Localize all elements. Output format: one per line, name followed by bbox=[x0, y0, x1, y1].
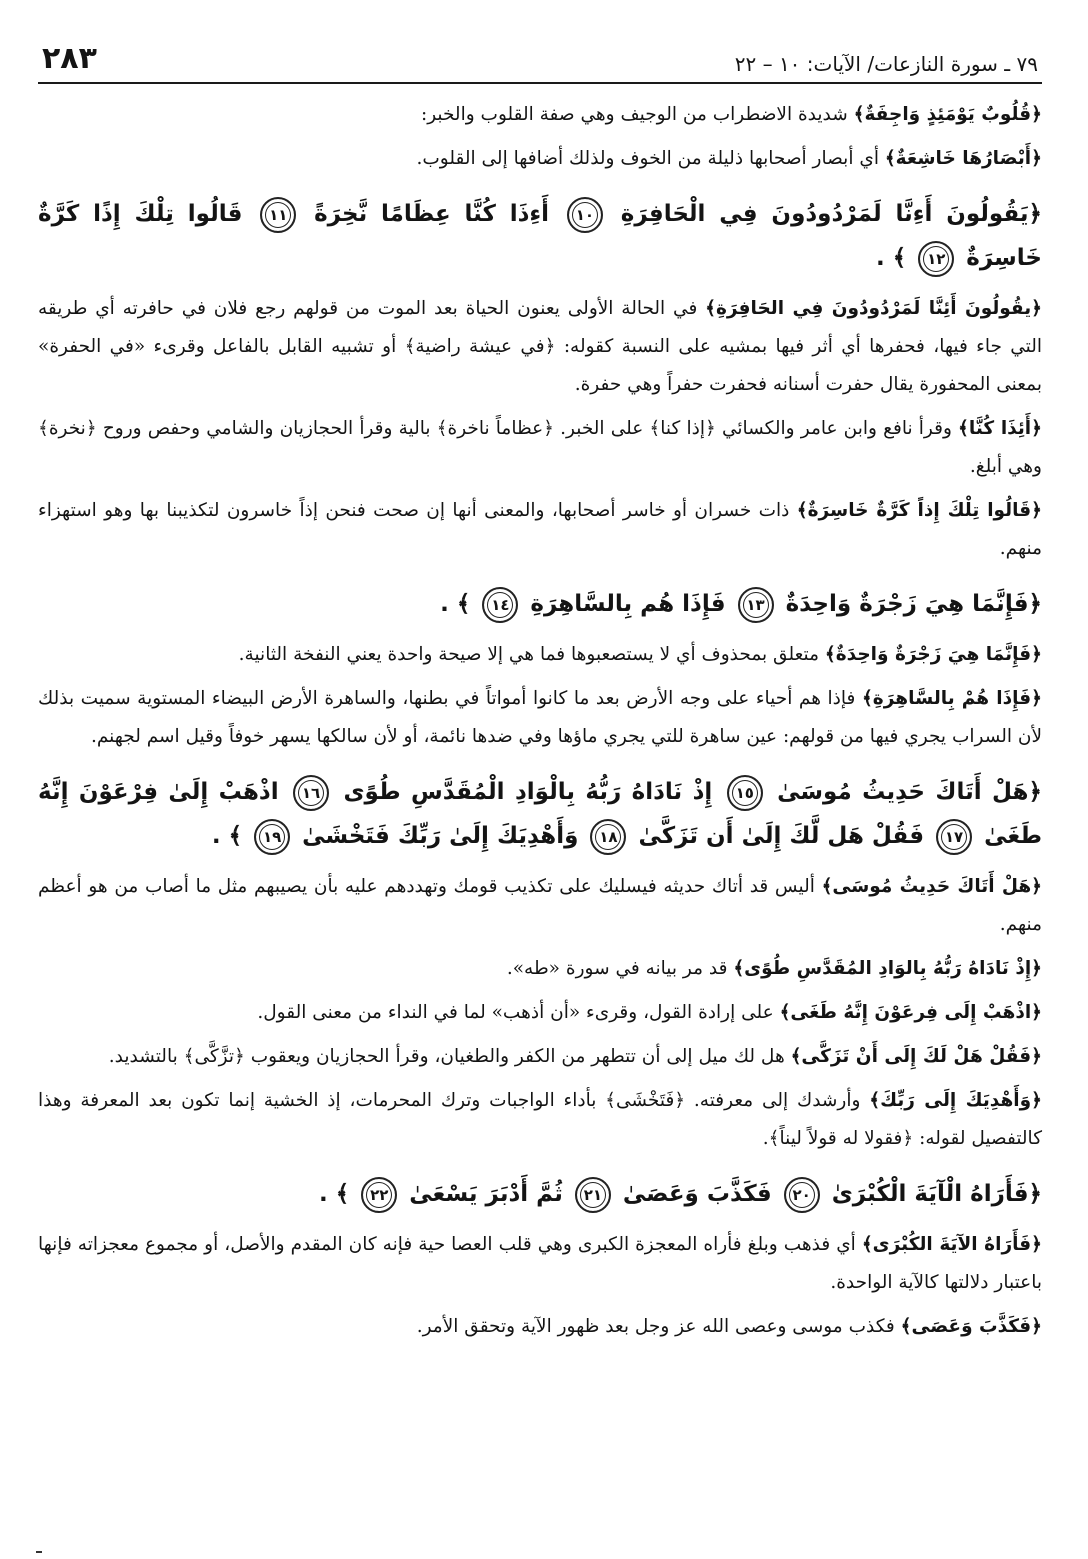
commentary-paragraph bbox=[38, 410, 1042, 486]
quoted-verse-lemma: ﴿هَلْ أَتَاكَ حَدِيثُ مُوسَى﴾ bbox=[821, 876, 1042, 897]
ayah-number-marker: ١٠ bbox=[567, 197, 603, 233]
ayah-number-marker: ١٧ bbox=[936, 819, 972, 855]
quran-verse-block bbox=[38, 582, 1042, 626]
verse-text: ﴾ . bbox=[440, 591, 471, 617]
commentary-text: أي أبصار أصحابها ذليلة من الخوف ولذلك أضافها إلى القلوب. bbox=[416, 148, 885, 169]
ayah-number-marker: ٢٢ bbox=[361, 1177, 397, 1213]
commentary-text: أليس قد أتاك حديثه فيسليك على تكذيب قومك وتهددهم عليه بأن يصيبهم مثل ما أصاب من هو أعظم منهم. bbox=[38, 876, 1042, 935]
quoted-verse-lemma: ﴿أَئِذَا كُنَّا﴾ bbox=[958, 418, 1042, 439]
commentary-text: وأرشدك إلى معرفته. ﴿فَتَخْشَى﴾ بأداء الواجبات وترك المحرمات، إذ الخشية إنما تكون بعد المعرفة وهذا كالتفصيل لقوله: ﴿فقولا له قولاً ليناً﴾. bbox=[38, 1090, 1042, 1149]
verse-text: ﴿هَلْ أَتَاكَ حَدِيثُ مُوسَىٰ bbox=[766, 779, 1042, 805]
commentary-paragraph bbox=[38, 1308, 1042, 1346]
commentary-text: ذات خسران أو خاسر أصحابها، والمعنى أنها إن صحت فنحن إذاً خاسرون لتكذيبنا بها وهو استهزاء منهم. bbox=[38, 500, 1042, 559]
verse-text: ثُمَّ أَدْبَرَ يَسْعَىٰ bbox=[401, 1181, 563, 1207]
quran-verse-block bbox=[38, 192, 1042, 280]
verse-text: وَأَهْدِيَكَ إِلَىٰ رَبِّكَ فَتَخْشَىٰ bbox=[294, 823, 579, 849]
ayah-number-marker: ١٦ bbox=[293, 775, 329, 811]
commentary-paragraph bbox=[38, 492, 1042, 568]
page-number: ٢٨٣ bbox=[42, 41, 97, 76]
verse-text: إِذْ نَادَاهُ رَبُّهُ بِالْوَادِ الْمُقَدَّسِ طُوًى bbox=[333, 779, 713, 805]
quoted-verse-lemma: ﴿أَبْصَارُهَا خَاشِعَةٌ﴾ bbox=[884, 148, 1042, 169]
commentary-paragraph bbox=[38, 1038, 1042, 1076]
running-header-title: ٧٩ ـ سورة النازعات/ الآيات: ١٠ – ٢٢ bbox=[734, 52, 1038, 76]
quoted-verse-lemma: ﴿يقُولُونَ أَئِنَّا لَمَرْدُودُونَ فِي الحَافِرَةِ﴾ bbox=[705, 298, 1042, 319]
commentary-paragraph bbox=[38, 1082, 1042, 1158]
ayah-number-marker: ٢٠ bbox=[784, 1177, 820, 1213]
commentary-text: قد مر بيانه في سورة «طه». bbox=[506, 958, 734, 979]
page bbox=[38, 42, 1042, 1352]
quoted-verse-lemma: ﴿اذْهَبْ إِلَى فِرعَوْنَ إِنَّهُ طَغَى﴾ bbox=[779, 1002, 1042, 1023]
quoted-verse-lemma: ﴿وَأَهْدِيَكَ إِلَى رَبِّكَ﴾ bbox=[869, 1090, 1042, 1111]
verse-text: فَإِذَا هُم بِالسَّاهِرَةِ bbox=[522, 591, 726, 617]
ayah-number-marker: ٢١ bbox=[575, 1177, 611, 1213]
margin-mark bbox=[36, 1551, 42, 1553]
page-body bbox=[38, 84, 1042, 1346]
verse-text: فَقُلْ هَل لَّكَ إِلَىٰ أَن تَزَكَّىٰ bbox=[630, 823, 925, 849]
quran-verse-block bbox=[38, 770, 1042, 858]
quoted-verse-lemma: ﴿فَقُلْ هَلْ لَكَ إِلَى أَنْ تَزَكَّى﴾ bbox=[790, 1046, 1042, 1067]
verse-text: ﴿يَقُولُونَ أَءِنَّا لَمَرْدُودُونَ فِي الْحَافِرَةِ bbox=[606, 201, 1042, 227]
commentary-text: وقرأ نافع وابن عامر والكسائي ﴿إذا كنا﴾ على الخبر. ﴿عظاماً ناخرة﴾ بالية وقرأ الحجازيان والشامي وحفص وروح ﴿نخرة﴾ وهي أبلغ. bbox=[38, 418, 1042, 477]
ayah-number-marker: ١٨ bbox=[590, 819, 626, 855]
commentary-text: فكذب موسى وعصى الله عز وجل بعد ظهور الآية وتحقق الأمر. bbox=[416, 1316, 901, 1337]
ayah-number-marker: ١٤ bbox=[482, 587, 518, 623]
page-header bbox=[38, 42, 1042, 84]
ayah-number-marker: ١٩ bbox=[254, 819, 290, 855]
ayah-number-marker: ١٢ bbox=[918, 241, 954, 277]
commentary-paragraph bbox=[38, 868, 1042, 944]
commentary-paragraph bbox=[38, 950, 1042, 988]
verse-text: ﴾ . bbox=[211, 823, 243, 849]
commentary-text: متعلق بمحذوف أي لا يستصعبوها فما هي إلا صيحة واحدة يعني النفخة الثانية. bbox=[238, 644, 825, 665]
quoted-verse-lemma: ﴿فَكَذَّبَ وَعَصَى﴾ bbox=[900, 1316, 1042, 1337]
commentary-paragraph bbox=[38, 1226, 1042, 1302]
verse-text: فَكَذَّبَ وَعَصَىٰ bbox=[614, 1181, 772, 1207]
commentary-text: أي فذهب وبلغ فأراه المعجزة الكبرى وهي قلب العصا حية فإنه كان المقدم والأصل، أو مجموع معجزاته فإنها باعتبار دلالتها كالآية الواحدة. bbox=[38, 1234, 1042, 1293]
commentary-paragraph bbox=[38, 290, 1042, 404]
commentary-paragraph bbox=[38, 994, 1042, 1032]
commentary-text: فإذا هم أحياء على وجه الأرض بعد ما كانوا أمواتاً في بطنها، والساهرة الأرض البيضاء المستوية سميت بذلك لأن السراب يجري فيها من قولهم: عين ساهرة للتي يجري ماؤها وفي ضدها نائمة، أو لأن سالكها يسهر خوفاً وقيل اسم لجهنم. bbox=[38, 688, 1042, 747]
commentary-text: هل لك ميل إلى أن تتطهر من الكفر والطغيان، وقرأ الحجازيان ويعقوب ﴿تزَّكَّى﴾ بالتشديد. bbox=[108, 1046, 791, 1067]
commentary-text: في الحالة الأولى يعنون الحياة بعد الموت من قولهم رجع فلان في حافرته أي طريقه التي جاء فيها، فحفرها أي أثر فيها بمشيه على النسبة كقوله: ﴿في عيشة راضية﴾ أو تشبيه القابل بالفاعل وقرىء «في الحفرة» بمعنى المحفورة يقال حفرت أسنانه فحفرت حفراً وهي حفرة. bbox=[38, 298, 1042, 395]
verse-text: ﴾ . bbox=[318, 1181, 350, 1207]
verse-text: ﴿فَأَرَاهُ الْآيَةَ الْكُبْرَىٰ bbox=[823, 1181, 1042, 1207]
commentary-paragraph bbox=[38, 140, 1042, 178]
quran-verse-block bbox=[38, 1172, 1042, 1216]
quoted-verse-lemma: ﴿قَالُوا تِلْكَ إِذاً كَرَّةٌ خَاسِرَةٌ﴾ bbox=[796, 500, 1042, 521]
verse-text: ﴾ . bbox=[876, 245, 907, 271]
verse-text: اذْهَبْ إِلَىٰ فِرْعَوْنَ إِنَّهُ طَغَىٰ bbox=[38, 779, 1042, 849]
ayah-number-marker: ١٥ bbox=[727, 775, 763, 811]
commentary-paragraph bbox=[38, 680, 1042, 756]
verse-text: قَالُوا تِلْكَ إِذًا كَرَّةٌ خَاسِرَةٌ bbox=[38, 201, 1042, 271]
commentary-text: شديدة الاضطراب من الوجيف وهي صفة القلوب والخبر: bbox=[420, 104, 854, 125]
quoted-verse-lemma: ﴿فَإِذَا هُمْ بِالسَّاهِرَةِ﴾ bbox=[861, 688, 1042, 709]
commentary-text: على إرادة القول، وقرىء «أن أذهب» لما في النداء من معنى القول. bbox=[257, 1002, 780, 1023]
ayah-number-marker: ١١ bbox=[260, 197, 296, 233]
commentary-paragraph bbox=[38, 96, 1042, 134]
verse-text: أَءِذَا كُنَّا عِظَامًا نَّخِرَةً bbox=[300, 201, 550, 227]
ayah-number-marker: ١٣ bbox=[738, 587, 774, 623]
quoted-verse-lemma: ﴿فَأَرَاهُ الآيَةَ الكُبْرَى﴾ bbox=[861, 1234, 1042, 1255]
quoted-verse-lemma: ﴿فَإِنَّمَا هِيَ زَجْرَةٌ وَاحِدَةٌ﴾ bbox=[824, 644, 1042, 665]
quoted-verse-lemma: ﴿قُلُوبٌ يَوْمَئِذٍ وَاجِفَةٌ﴾ bbox=[853, 104, 1042, 125]
quoted-verse-lemma: ﴿إِذْ نَادَاهُ رَبُّهُ بِالوَادِ المُقَدَّسِ طُوًى﴾ bbox=[733, 958, 1042, 979]
verse-text: ﴿فَإِنَّمَا هِيَ زَجْرَةٌ وَاحِدَةٌ bbox=[777, 591, 1042, 617]
commentary-paragraph bbox=[38, 636, 1042, 674]
